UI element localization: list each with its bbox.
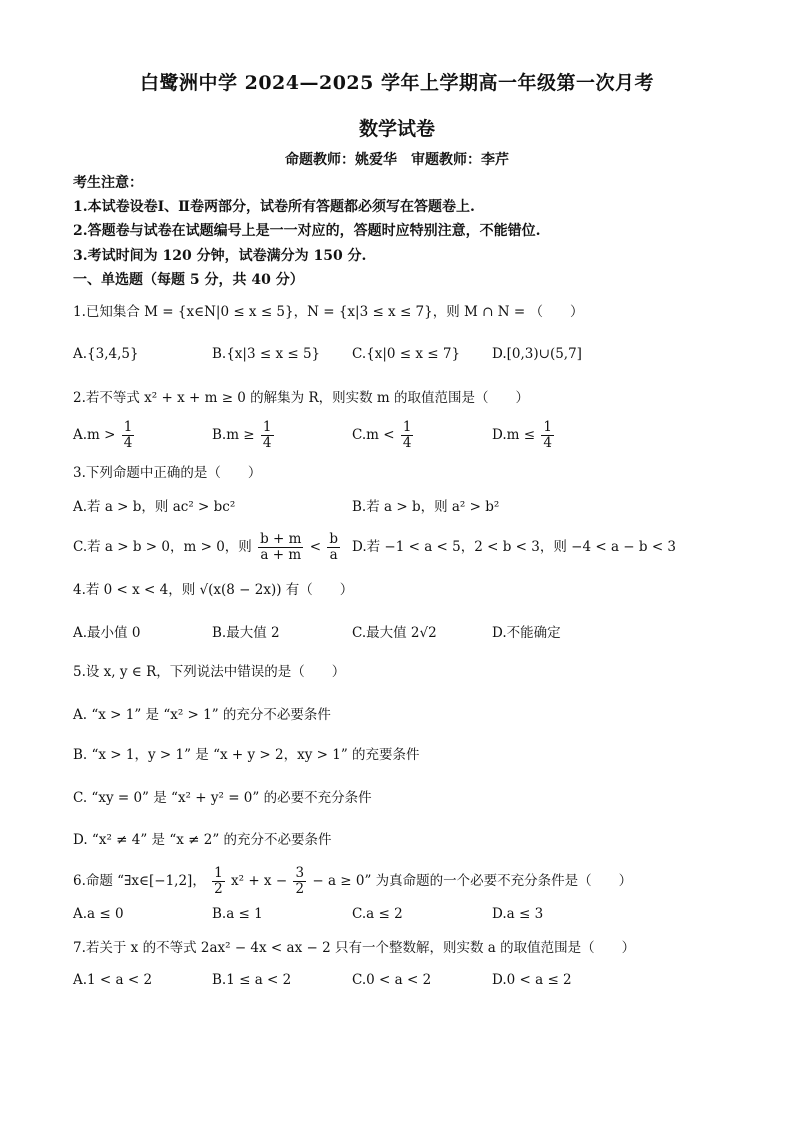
notice-item: 2.答题卷与试卷在试题编号上是一一对应的，答题时应特别注意，不能错位. — [73, 223, 541, 239]
q5-option-c: C. “xy = 0” 是 “x² + y² = 0” 的必要不充分条件 — [73, 790, 372, 806]
q6-stem-text: 6.命题 “∃x∈[−1,2]， — [73, 873, 206, 889]
q2-option-b — [212, 420, 276, 451]
q2-option-a — [73, 420, 136, 451]
exam-teachers: 命题教师：姚爱华 审题教师：李芹 — [285, 152, 509, 168]
denominator: 4 — [402, 435, 412, 451]
q2-option-c — [352, 420, 415, 451]
fraction — [258, 532, 303, 563]
less-than-sign: < — [309, 539, 322, 555]
numerator: b + m — [260, 531, 302, 547]
q7-option-c: C.0 < a < 2 — [352, 972, 432, 988]
q3-option-b: B.若 a > b，则 a² > b² — [352, 499, 500, 515]
q5-option-d: D. “x² ≠ 4” 是 “x ≠ 2” 的充分不必要条件 — [73, 832, 332, 848]
denominator: 2 — [295, 881, 305, 897]
question-3-stem: 3.下列命题中正确的是（ ） — [73, 465, 262, 481]
denominator: 2 — [214, 881, 223, 897]
fraction — [122, 420, 135, 451]
q4-option-d: D.不能确定 — [492, 625, 561, 641]
fraction — [401, 420, 414, 451]
q6-option-d: D.a ≤ 3 — [492, 906, 544, 922]
denominator: 4 — [543, 435, 552, 451]
q2-option-d-text: D.m ≤ — [492, 427, 536, 443]
q3-option-c-text: C.若 a > b > 0，m > 0，则 — [73, 539, 252, 555]
q4-option-b: B.最大值 2 — [212, 625, 280, 641]
fraction — [541, 420, 554, 451]
q3-option-d: D.若 −1 < a < 5，2 < b < 3，则 −4 < a − b < 3 — [352, 539, 677, 555]
fraction — [293, 866, 306, 897]
q3-option-c — [73, 532, 342, 563]
notice-item: 1.本试卷设卷Ⅰ、Ⅱ卷两部分，试卷所有答题都必须写在答题卷上. — [73, 199, 475, 215]
exam-subtitle: 数学试卷 — [358, 118, 435, 140]
q4-option-a: A.最小值 0 — [73, 625, 141, 641]
numerator: 1 — [402, 419, 412, 435]
q6-stem-text: x² + x − — [231, 873, 288, 889]
denominator: a + m — [260, 547, 302, 563]
question-2-stem: 2.若不等式 x² + x + m ≥ 0 的解集为 R，则实数 m 的取值范围是（ ） — [73, 390, 530, 406]
fraction — [261, 420, 274, 451]
denominator: a — [329, 547, 338, 563]
section-heading: 一、单选题（每题 5 分，共 40 分） — [73, 272, 304, 288]
numerator: 1 — [214, 865, 223, 881]
q7-option-b: B.1 ≤ a < 2 — [212, 972, 292, 988]
numerator: 1 — [123, 419, 133, 435]
q6-option-b: B.a ≤ 1 — [212, 906, 263, 922]
q2-option-b-text: B.m ≥ — [212, 427, 255, 443]
question-6-stem — [73, 866, 632, 897]
notice-heading: 考生注意： — [73, 175, 143, 191]
q6-option-a: A.a ≤ 0 — [73, 906, 124, 922]
denominator: 4 — [262, 435, 272, 451]
numerator: 1 — [262, 419, 272, 435]
q2-option-d — [492, 420, 556, 451]
question-1-stem: 1.已知集合 M = {x∈N|0 ≤ x ≤ 5}，N = {x|3 ≤ x ≤ 7}，则 M ∩ N = （ ） — [73, 304, 584, 320]
fraction — [327, 532, 340, 563]
q2-option-c-text: C.m < — [352, 427, 395, 443]
question-5-stem: 5.设 x, y ∈ R，下列说法中错误的是（ ） — [73, 664, 346, 680]
numerator: 1 — [543, 419, 552, 435]
exam-title: 白鹭洲中学 2024—2025 学年上学期高一年级第一次月考 — [140, 72, 654, 94]
q4-option-c: C.最大值 2√2 — [352, 625, 437, 641]
q1-option-d: D.[0,3)∪(5,7] — [492, 346, 582, 362]
q3-option-a: A.若 a > b，则 ac² > bc² — [73, 499, 236, 515]
numerator: b — [329, 531, 338, 547]
q6-option-c: C.a ≤ 2 — [352, 906, 403, 922]
q7-option-a: A.1 < a < 2 — [73, 972, 153, 988]
q7-option-d: D.0 < a ≤ 2 — [492, 972, 572, 988]
q2-option-a-text: A.m > — [73, 427, 116, 443]
numerator: 3 — [295, 865, 305, 881]
question-4-stem: 4.若 0 < x < 4，则 √(x(8 − 2x)) 有（ ） — [73, 582, 354, 598]
q1-option-b: B.{x|3 ≤ x ≤ 5} — [212, 346, 321, 362]
q6-stem-text: − a ≥ 0” 为真命题的一个必要不充分条件是（ ） — [312, 873, 633, 889]
question-7-stem: 7.若关于 x 的不等式 2ax² − 4x < ax − 2 只有一个整数解，则实数 a 的取值范围是（ ） — [73, 940, 636, 956]
q1-option-a: A.{3,4,5} — [73, 346, 139, 362]
q1-option-c: C.{x|0 ≤ x ≤ 7} — [352, 346, 461, 362]
q5-option-b: B. “x > 1，y > 1” 是 “x + y > 2，xy > 1” 的充要条件 — [73, 747, 420, 763]
fraction — [212, 866, 225, 897]
notice-item: 3.考试时间为 120 分钟，试卷满分为 150 分. — [73, 248, 367, 264]
q5-option-a: A. “x > 1” 是 “x² > 1” 的充分不必要条件 — [73, 707, 331, 723]
denominator: 4 — [123, 435, 133, 451]
